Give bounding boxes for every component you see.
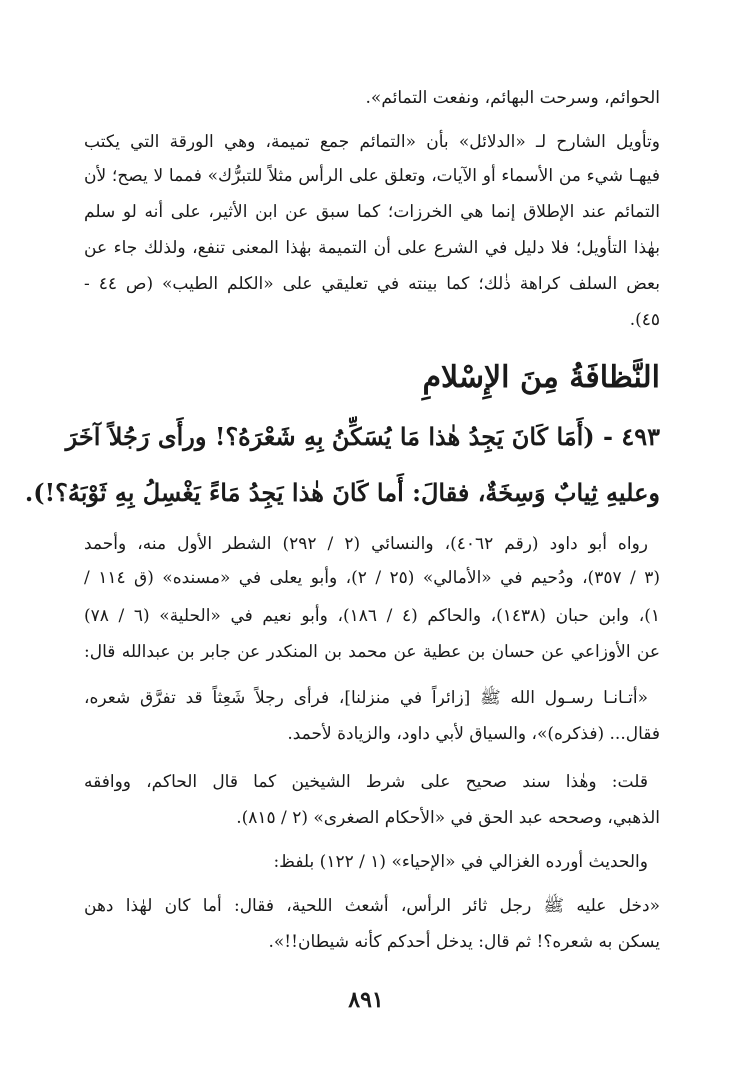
text-line: فقال... (فذكره)»، والسياق لأبي داود، والزيادة لأحمد.: [287, 724, 660, 744]
text-line: رواه أبو داود (رقم ٤٠٦٢)، والنسائي (٢ / ٢٩٢) الشطر الأول منه، وأحمد: [84, 534, 648, 554]
hadith-line: وعليهِ ثِيابٌ وَسِخَةٌ، فقالَ: أَما كَانَ هٰذا يَجِدُ مَاءً يَغْسِلُ بِهِ ثَوْبَهُ؟!).: [24, 478, 660, 507]
text-line: والحديث أورده الغزالي في «الإحياء» (١ / ١٢٢) بلفظ:: [273, 852, 648, 872]
hadith-line: ٤٩٣ - (أَمَا كَانَ يَجِدُ هٰذا مَا يُسَكِّنُ بِهِ شَعْرَهُ؟! ورأَى رَجُلاً آخَرَ: [65, 422, 660, 451]
page-number: ٨٩١: [348, 987, 384, 1013]
text-line: «أتـانـا رسـول الله ﷺ [زائراً في منزلنا]، فرأى رجلاً شَعِثاً قد تفرَّق شعره،: [84, 688, 648, 708]
text-line: ١)، وابن حبان (١٤٣٨)، والحاكم (٤ / ١٨٦)، وأبو نعيم في «الحلية» (٦ / ٧٨): [84, 606, 660, 626]
text-line: ٤٥).: [629, 310, 660, 330]
text-line: قلت: وهٰذا سند صحيح على شرط الشيخين كما قال الحاكم، ووافقه: [84, 772, 648, 792]
text-line: وتأويل الشارح لـ «الدلائل» بأن «التمائم جمع تميمة، وهي الورقة التي يكتب: [84, 132, 660, 152]
text-line: بعض السلف كراهة ذٰلك؛ كما بينته في تعليقي على «الكلم الطيب» (ص ٤٤ -: [84, 274, 660, 294]
text-line: (٣ / ٣٥٧)، ودُحيم في «الأمالي» (٢٥ / ٢)، وأبو يعلى في «مسنده» (ق ١١٤ /: [84, 568, 660, 588]
text-line: فيهـا شيء من الأسماء أو الآيات، وتعلق على الرأس مثلاً للتبرُّك» فمما لا يصح؛ لأن: [84, 166, 660, 186]
text-line: يسكن به شعره؟! ثم قال: يدخل أحدكم كأنه شيطان!!».: [268, 932, 660, 952]
text-line: الحوائم، وسرحت البهائم، ونفعت التمائم».: [365, 88, 660, 108]
text-line: التمائم عند الإطلاق إنما هي الخرزات؛ كما سبق عن ابن الأثير، على أنه لو سلم: [84, 202, 660, 222]
text-line: بهٰذا التأويل؛ فلا دليل في الشرع على أن التميمة بهٰذا المعنى تنفع، ولذلك جاء عن: [84, 238, 660, 258]
text-line: عن الأوزاعي عن حسان بن عطية عن محمد بن المنكدر عن جابر بن عبدالله قال:: [84, 642, 660, 662]
text-line: الذهبي، وصححه عبد الحق في «الأحكام الصغرى» (٢ / ٨١٥).: [236, 808, 660, 828]
section-heading: النَّظافَةُ مِنَ الإِسْلامِ: [422, 360, 660, 395]
text-line: «دخل عليه ﷺ رجل ثائر الرأس، أشعث اللحية، فقال: أما كان لهٰذا دهن: [84, 896, 660, 916]
